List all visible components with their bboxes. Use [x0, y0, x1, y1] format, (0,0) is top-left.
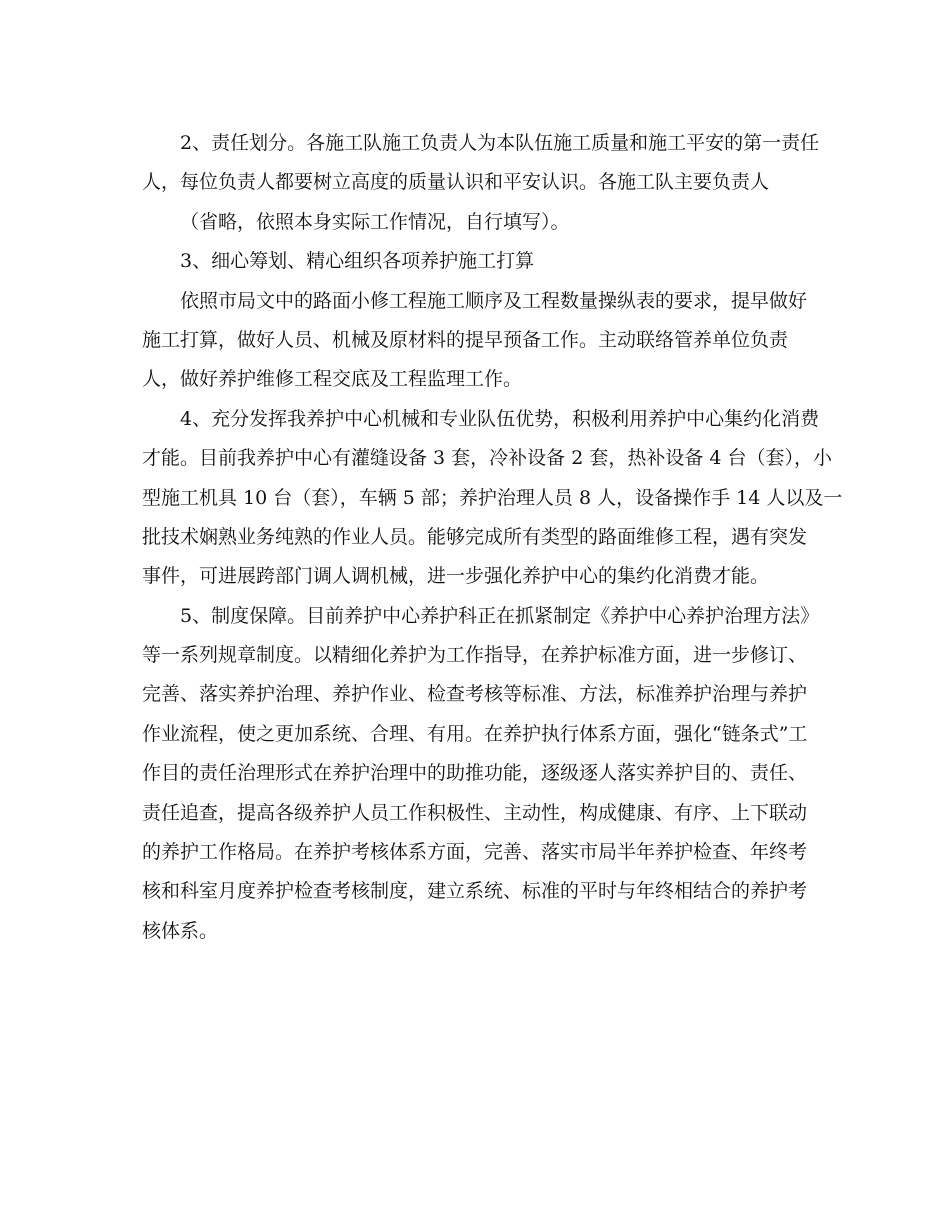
text-line: 人，做好养护维修工程交底及工程监理工作。 [142, 368, 523, 391]
text-line: 核和科室月度养护检查考核制度，建立系统、标准的平时与年终相结合的养护考 [142, 880, 808, 903]
text-line: 5、制度保障。目前养护中心养护科正在抓紧制定《养护中心养护治理方法》 [180, 604, 820, 627]
text-line: 作目的责任治理形式在养护治理中的助推功能，逐级逐人落实养护目的、责任、 [142, 762, 808, 785]
text-line: （省略，依照本身实际工作情况，自行填写）。 [180, 210, 570, 233]
text-line: 型施工机具 10 台（套），车辆 5 部；养护治理人员 8 人，设备操作手 14 人以及一 [142, 486, 843, 509]
text-line: 核体系。 [142, 919, 219, 942]
text-line: 依照市局文中的路面小修工程施工顺序及工程数量操纵表的要求，提早做好 [180, 289, 808, 312]
text-line: 作业流程，使之更加系统、合理、有用。在养护执行体系方面，强化“链条式”工 [142, 722, 808, 745]
text-line: 4、充分发挥我养护中心机械和专业队伍优势，积极利用养护中心集约化消费 [180, 407, 820, 430]
text-line: 批技术娴熟业务纯熟的作业人员。能够完成所有类型的路面维修工程，遇有突发 [142, 525, 808, 548]
text-line: 2、责任划分。各施工队施工负责人为本队伍施工质量和施工平安的第一责任 [180, 132, 820, 154]
section-heading: 3、细心筹划、精心组织各项养护施工打算 [180, 250, 535, 273]
text-line: 才能。目前我养护中心有灌缝设备 3 套，冷补设备 2 套，热补设备 4 台（套），小 [142, 447, 833, 470]
text-line: 的养护工作格局。在养护考核体系方面，完善、落实市局半年养护检查、年终考 [142, 841, 808, 864]
text-line: 完善、落实养护治理、养护作业、检查考核等标准、方法，标准养护治理与养护 [142, 683, 808, 706]
text-line: 施工打算，做好人员、机械及原材料的提早预备工作。主动联络管养单位负责 [142, 328, 789, 351]
document-body [142, 124, 843, 951]
text-line: 等一系列规章制度。以精细化养护为工作指导，在养护标准方面，进一步修订、 [142, 644, 808, 667]
text-line: 事件，可进展跨部门调人调机械，进一步强化养护中心的集约化消费才能。 [142, 565, 770, 588]
text-line: 责任追查，提高各级养护人员工作积极性、主动性，构成健康、有序、上下联动 [142, 801, 808, 824]
text-line: 人，每位负责人都要树立高度的质量认识和平安认识。各施工队主要负责人 [142, 171, 770, 194]
